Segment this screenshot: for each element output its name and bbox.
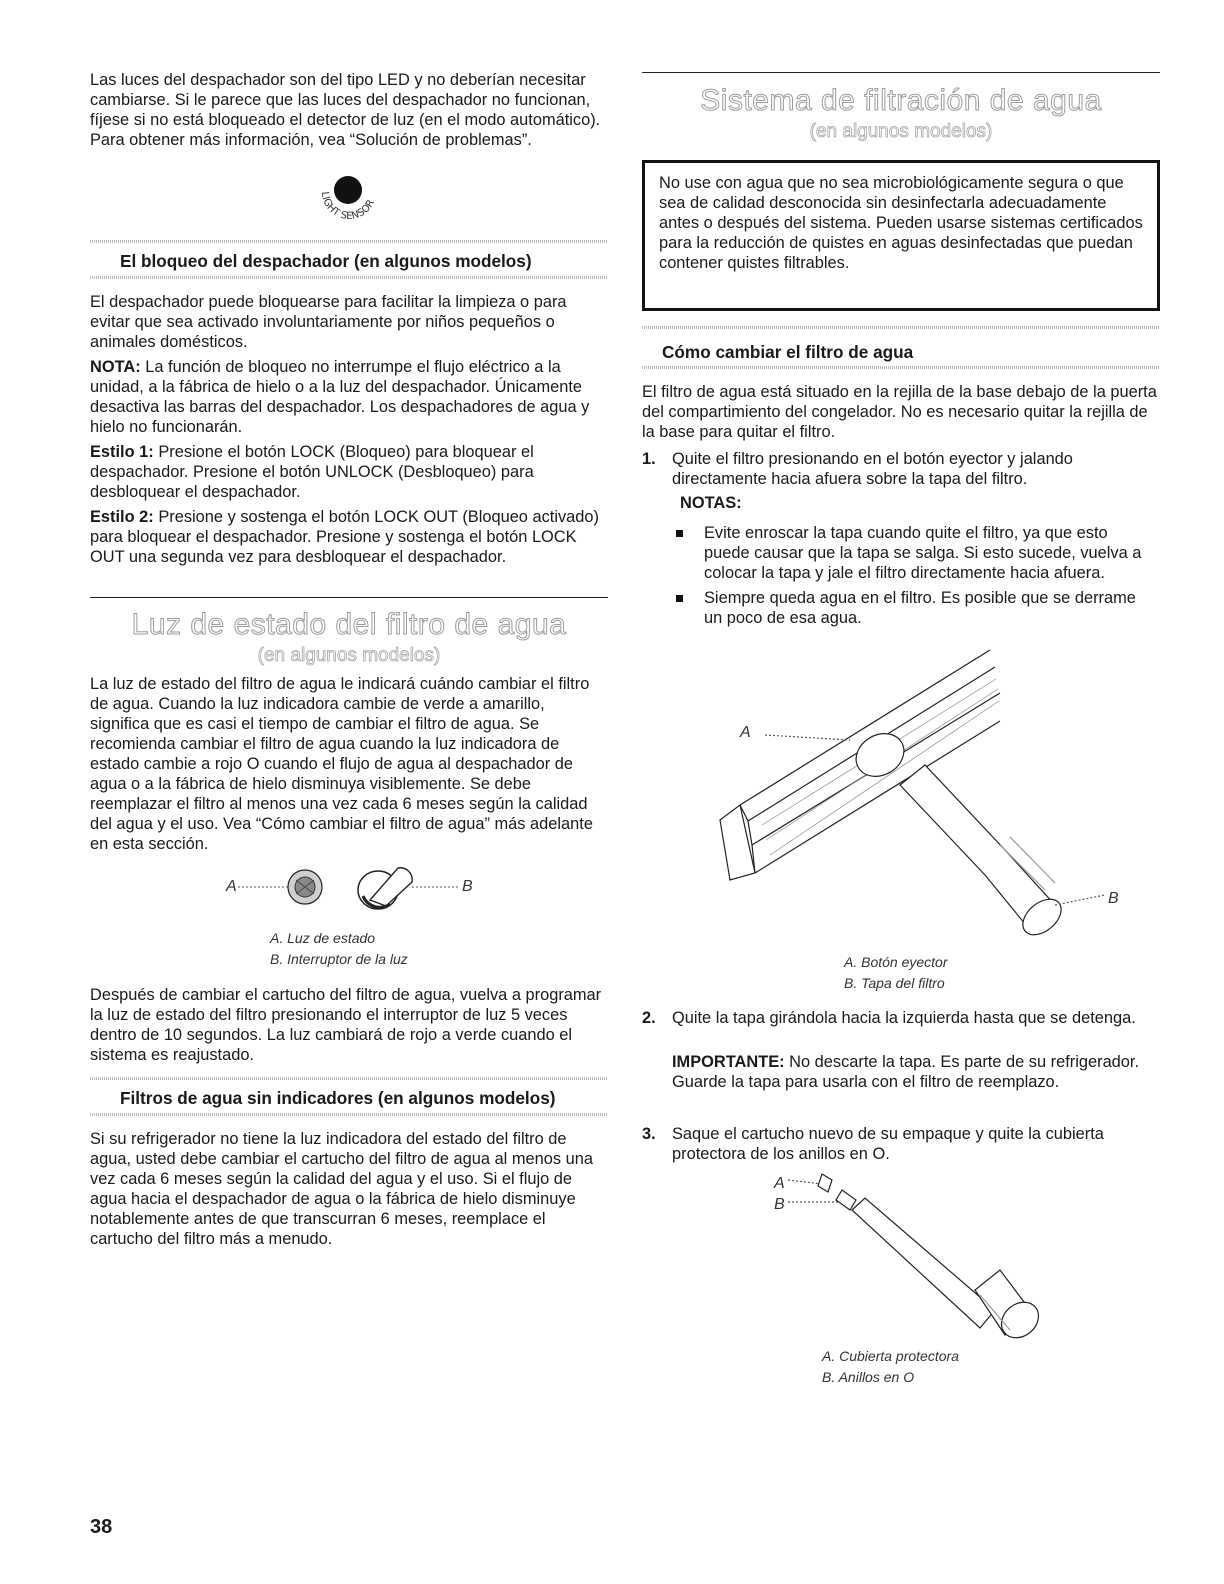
- fig2-label-b: B: [774, 1196, 785, 1213]
- lock-paragraph: El despachador puede bloquearse para facilitar la limpieza o para evitar que sea activado involuntariamente por niños pequeños o animales domésticos.: [90, 293, 567, 351]
- section-rule: [642, 72, 1160, 73]
- nota-text: La función de bloqueo no interrumpe el flujo eléctrico a la unidad, a la fábrica de hielo o a la luz del despachador. Únicamente desactiva las barras del despachador. Los despachadores de agua y hielo no funcionarán.: [90, 358, 590, 436]
- estilo1-label: Estilo 1:: [90, 443, 154, 461]
- bullet-marker: [676, 595, 683, 602]
- status-light-figure: [220, 860, 490, 930]
- fig1-caption-b: B. Tapa del filtro: [844, 975, 945, 991]
- light-sensor-icon: [300, 168, 400, 228]
- change-paragraph: El filtro de agua está situado en la rejilla de la base debajo de la puerta del compartimiento del congelador. No es necesario quitar la rejilla de la base para quitar el filtro.: [642, 383, 1157, 441]
- estilo2-text: Presione y sostenga el botón LOCK OUT (Bloqueo activado) para bloquear el despachador. Presione y sostenga el botón LOCK OUT una segunda vez para desbloquear el despachador.: [90, 508, 599, 566]
- notas-label: NOTAS:: [680, 494, 742, 512]
- new-cartridge-figure: [770, 1170, 1050, 1350]
- status-paragraph: La luz de estado del filtro de agua le indicará cuándo cambiar el filtro de agua. Cuando la luz indicadora cambie de verde a amarillo, significa que es casi el tiempo de cambiar el filtro de agua. Se recomienda cambiar el filtro de agua cuando la luz indicadora de estado cambie a rojo O cuando el flujo de agua al despachador de agua o a la fábrica de hielo disminuya visiblemente. Se debe reemplazar el filtro al menos una vez cada 6 meses según la calidad del agua y el uso. Vea “Cómo cambiar el filtro de agua” más adelante en esta sección.: [90, 675, 593, 853]
- lock-heading: El bloqueo del despachador (en algunos modelos): [120, 251, 532, 271]
- fig1-label-a: A: [740, 724, 751, 741]
- noind-paragraph: Si su refrigerador no tiene la luz indicadora del estado del filtro de agua, usted debe cambiar el cartucho del filtro de agua al menos una vez cada 6 meses según la calidad del agua y el uso. Si el flujo de agua hacia el despachador de agua o la fábrica de hielo disminuye notablemente antes de que transcurran 6 meses, reemplace el cartucho del filtro más a menudo.: [90, 1130, 593, 1248]
- divider-hatch: [90, 276, 608, 279]
- step3-text: Saque el cartucho nuevo de su empaque y quite la cubierta protectora de los anillos en O.: [672, 1125, 1104, 1163]
- filter-removal-figure: [700, 645, 1140, 945]
- bullet1-text: Evite enroscar la tapa cuando quite el filtro, ya que esto puede causar que la tapa se salga. Si esto sucede, vuelva a colocar la tapa y jale el filtro directamente hacia afuera.: [704, 524, 1142, 582]
- warning-box: [642, 160, 1160, 311]
- lock-nota: [90, 357, 608, 437]
- fig2-caption-a: A. Cubierta protectora: [822, 1348, 959, 1364]
- intro-paragraph: Las luces del despachador son del tipo LED y no deberían necesitar cambiarse. Si le parece que las luces del despachador no funcionan, fíjese si no está bloqueado el detector de luz (en el modo automático). Para obtener más información, vea “Solución de problemas”.: [90, 71, 601, 149]
- fig1-label-b: B: [1108, 890, 1119, 907]
- divider-hatch: [90, 1113, 608, 1116]
- divider-hatch: [90, 1077, 608, 1080]
- filtration-title: Sistema de filtración de agua: [700, 84, 1102, 117]
- fig2-caption-b: B. Anillos en O: [822, 1369, 915, 1385]
- estilo2-label: Estilo 2:: [90, 508, 154, 526]
- divider-hatch: [642, 366, 1160, 369]
- step2-text: Quite la tapa girándola hacia la izquierda hasta que se detenga.: [672, 1009, 1136, 1027]
- bullet-marker: [676, 530, 683, 537]
- filtration-subtitle: (en algunos modelos): [809, 121, 993, 142]
- noind-heading: Filtros de agua sin indicadores (en algunos modelos): [120, 1088, 556, 1108]
- fig1-caption-a: A. Botón eyector: [844, 954, 948, 970]
- section-rule: [90, 597, 608, 598]
- importante-label: IMPORTANTE:: [672, 1053, 785, 1071]
- status-reset-paragraph: Después de cambiar el cartucho del filtro de agua, vuelva a programar la luz de estado del filtro presionando el interruptor de luz 5 veces dentro de 10 segundos. La luz cambiará de rojo a verde cuando el sistema es reajustado.: [90, 986, 602, 1064]
- status-subtitle: (en algunos modelos): [257, 645, 441, 666]
- change-heading: Cómo cambiar el filtro de agua: [662, 342, 914, 362]
- lock-estilo2: [90, 507, 608, 567]
- importante-text: No descarte la tapa. Es parte de su refrigerador. Guarde la tapa para usarla con el filtro de reemplazo.: [672, 1053, 1140, 1091]
- step1-text: Quite el filtro presionando en el botón eyector y jalando directamente hacia afuera sobre la tapa del filtro.: [672, 450, 1073, 488]
- sensor-label: LIGHT SENSOR: [318, 191, 377, 223]
- fig2-label-a: A: [774, 1175, 785, 1192]
- warning-text: No use con agua que no sea microbiológicamente segura o que sea de calidad desconocida sin desinfectarla adecuadamente antes o después del sistema. Pueden usarse sistemas certificados para la reducción de quistes en aguas desinfectadas que puedan contener quistes filtrables.: [659, 174, 1143, 272]
- nota-label: NOTA:: [90, 358, 141, 376]
- caption-a: A. Luz de estado: [270, 930, 376, 946]
- lock-estilo1: [90, 442, 608, 502]
- divider-hatch: [642, 326, 1160, 329]
- status-title: Luz de estado del filtro de agua: [131, 608, 567, 641]
- step3-number: 3.: [642, 1125, 656, 1143]
- bullet2-text: Siempre queda agua en el filtro. Es posible que se derrame un poco de esa agua.: [704, 589, 1136, 627]
- caption-b: B. Interruptor de la luz: [270, 951, 408, 967]
- importante-paragraph: [672, 1052, 1142, 1092]
- fig-label-a: A: [226, 878, 237, 895]
- fig-label-b: B: [462, 878, 473, 895]
- page-number: 38: [90, 1516, 113, 1538]
- divider-hatch: [90, 240, 608, 243]
- step1-number: 1.: [642, 450, 656, 468]
- step2-number: 2.: [642, 1009, 656, 1027]
- estilo1-text: Presione el botón LOCK (Bloqueo) para bloquear el despachador. Presione el botón UNLOCK (Desbloqueo) para desbloquear el despachador.: [90, 443, 534, 501]
